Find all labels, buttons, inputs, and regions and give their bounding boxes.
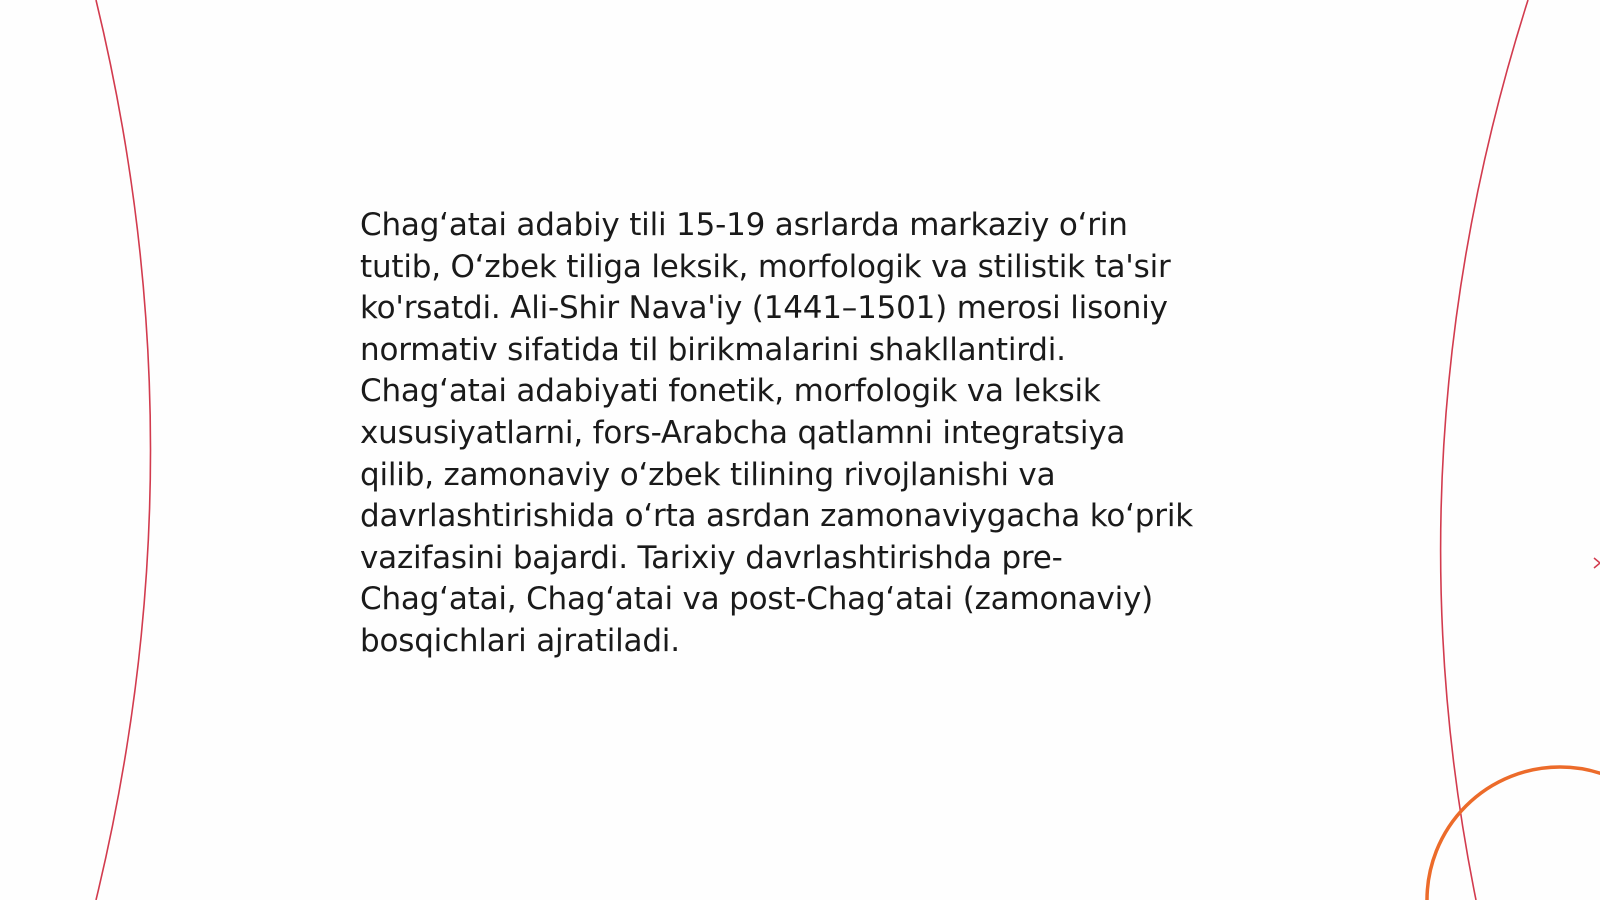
body-line: davrlashtirishida oʻrta asrdan zamonaviygacha koʻprik — [360, 498, 1193, 535]
body-line: qilib, zamonaviy oʻzbek tilining rivojlanishi va — [360, 456, 1056, 493]
left-curved-line — [96, 0, 151, 900]
body-line: Chagʻatai adabiy tili 15-19 asrlarda markaziy oʻrin — [360, 207, 1128, 243]
body-line: ko'rsatdi. Ali-Shir Nava'iy (1441–1501) merosi lisoniy — [360, 290, 1168, 327]
corner-ring — [1427, 767, 1600, 900]
body-line: Chagʻatai, Chagʻatai va post-Chagʻatai (zamonaviy) — [360, 581, 1154, 618]
body-paragraph — [360, 205, 1240, 663]
body-line: Chagʻatai adabiyati fonetik, morfologik va leksik — [360, 373, 1101, 410]
right-curved-line — [1441, 0, 1528, 900]
body-line: xususiyatlarni, fors-Arabcha qatlamni integratsiya — [360, 414, 1126, 451]
body-line: vazifasini bajardi. Tarixiy davrlashtirishda pre- — [360, 539, 1063, 576]
body-line: tutib, Oʻzbek tiliga leksik, morfologik va stilistik ta'sir — [360, 248, 1171, 285]
small-arrow-mark — [1594, 558, 1600, 568]
body-line: normativ sifatida til birikmalarini shakllantirdi. — [360, 331, 1066, 368]
body-line: bosqichlari ajratiladi. — [360, 622, 680, 659]
